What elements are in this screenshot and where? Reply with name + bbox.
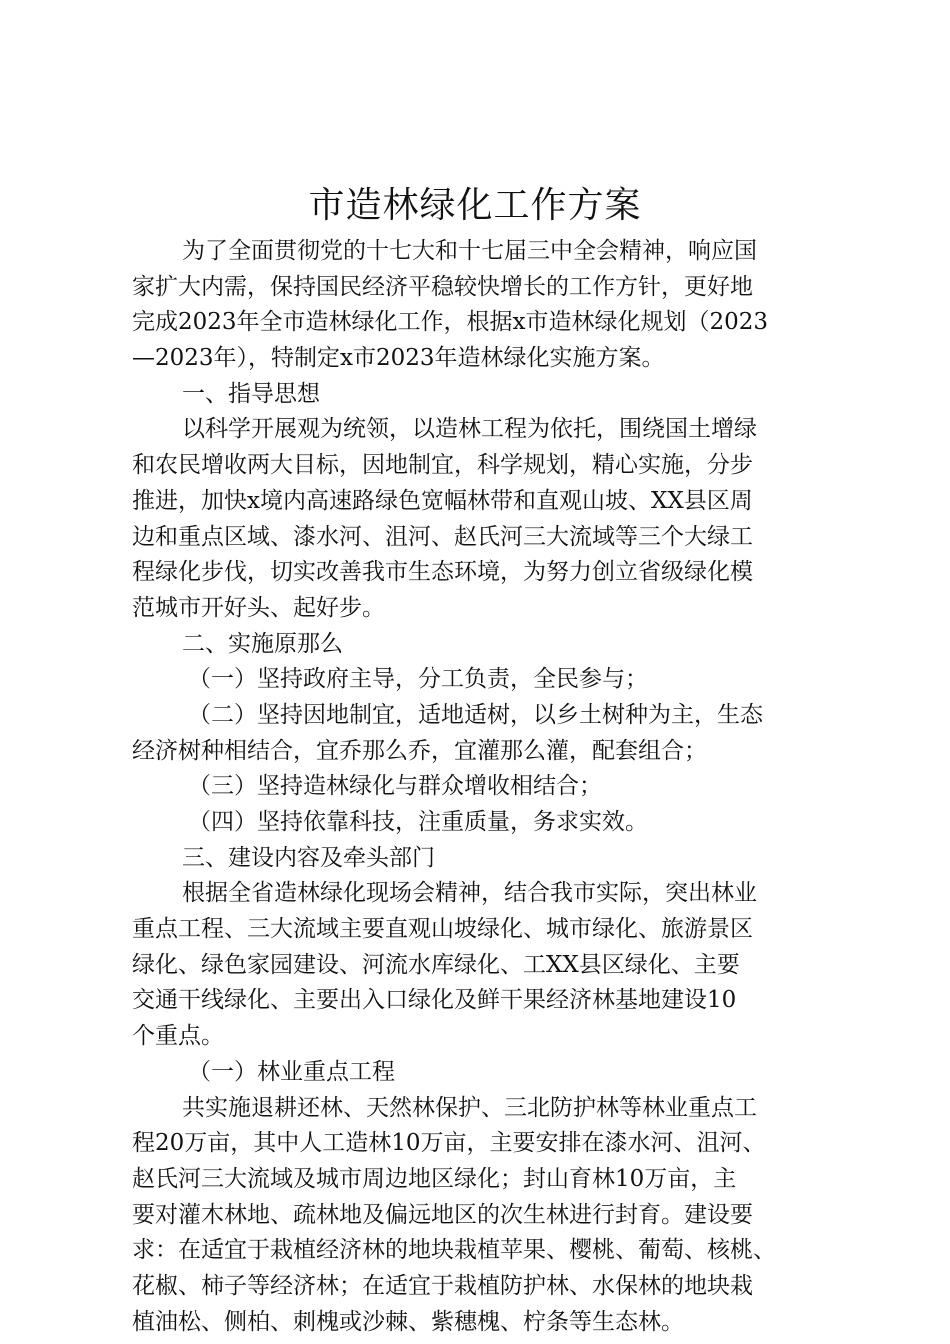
text-line: 程绿化步伐，切实改善我市生态环境，为努力创立省级绿化模 [132, 559, 753, 586]
document-title: 市造林绿化工作方案 [308, 185, 642, 226]
text-line: 花椒、柿子等经济林；在适宜于栽植防护林、水保林的地块栽 [132, 1272, 753, 1299]
text-line: 边和重点区域、漆水河、沮河、赵氏河三大流域等三个大绿工 [132, 523, 753, 550]
text-line: 共实施退耕还林、天然林保护、三北防护林等林业重点工 [182, 1094, 757, 1121]
text-line: （一）坚持政府主导，分工负责，全民参与； [188, 666, 648, 693]
text-line: （四）坚持依靠科技，注重质量，务求实效。 [188, 809, 648, 835]
text-line: 范城市开好头、起好步。 [132, 594, 385, 621]
text-line: 经济树种相结合，宜乔那么乔，宜灌那么灌，配套组合； [132, 737, 707, 764]
text-line: 求：在适宜于栽植经济林的地块栽植苹果、樱桃、葡萄、核桃、 [132, 1237, 776, 1264]
text-line: 家扩大内需，保持国民经济平稳较快增长的工作方针，更好地 [132, 273, 753, 300]
text-line: 要对灌木林地、疏林地及偏远地区的次生林进行封育。建设要 [132, 1201, 753, 1228]
text-line: 根据全省造林绿化现场会精神，结合我市实际，突出林业 [182, 880, 757, 907]
text-line: （一）林业重点工程 [188, 1058, 395, 1085]
text-line: 一、指导思想 [182, 380, 320, 407]
text-line: 和农民增收两大目标，因地制宜，科学规划，精心实施，分步 [132, 452, 753, 479]
text-line: 个重点。 [132, 1023, 224, 1050]
text-line: 赵氏河三大流域及城市周边地区绿化；封山育林10万亩，主 [132, 1165, 737, 1192]
text-line: 程20万亩，其中人工造林10万亩，主要安排在漆水河、沮河、 [132, 1130, 766, 1157]
text-line: 绿化、绿色家园建设、河流水库绿化、工XX县区绿化、主要 [132, 951, 740, 978]
text-line: 植油松、侧柏、刺槐或沙棘、紫穗槐、柠条等生态林。 [132, 1308, 684, 1335]
text-line: 完成2023年全市造林绿化工作，根据x市造林绿化规划（2023 [132, 309, 769, 336]
text-line: 以科学开展观为统领，以造林工程为依托，围绕国土增绿 [182, 416, 757, 443]
text-line: 推进，加快x境内高速路绿色宽幅林带和直观山坡、XX县区周 [132, 487, 753, 514]
text-line: 为了全面贯彻党的十七大和十七届三中全会精神，响应国 [182, 238, 757, 264]
text-line: 重点工程、三大流域主要直观山坡绿化、城市绿化、旅游景区 [132, 916, 753, 943]
text-line: 交通干线绿化、主要出入口绿化及鲜干果经济林基地建设10 [132, 987, 737, 1014]
text-line: —2023年），特制定x市2023年造林绿化实施方案。 [132, 345, 665, 372]
document-body [132, 234, 832, 1340]
text-line: 二、实施原那么 [182, 630, 343, 657]
text-line: 三、建设内容及牵头部门 [182, 844, 435, 871]
text-line: （三）坚持造林绿化与群众增收相结合； [188, 773, 602, 800]
text-line: （二）坚持因地制宜，适地适树，以乡土树种为主，生态 [188, 701, 763, 728]
